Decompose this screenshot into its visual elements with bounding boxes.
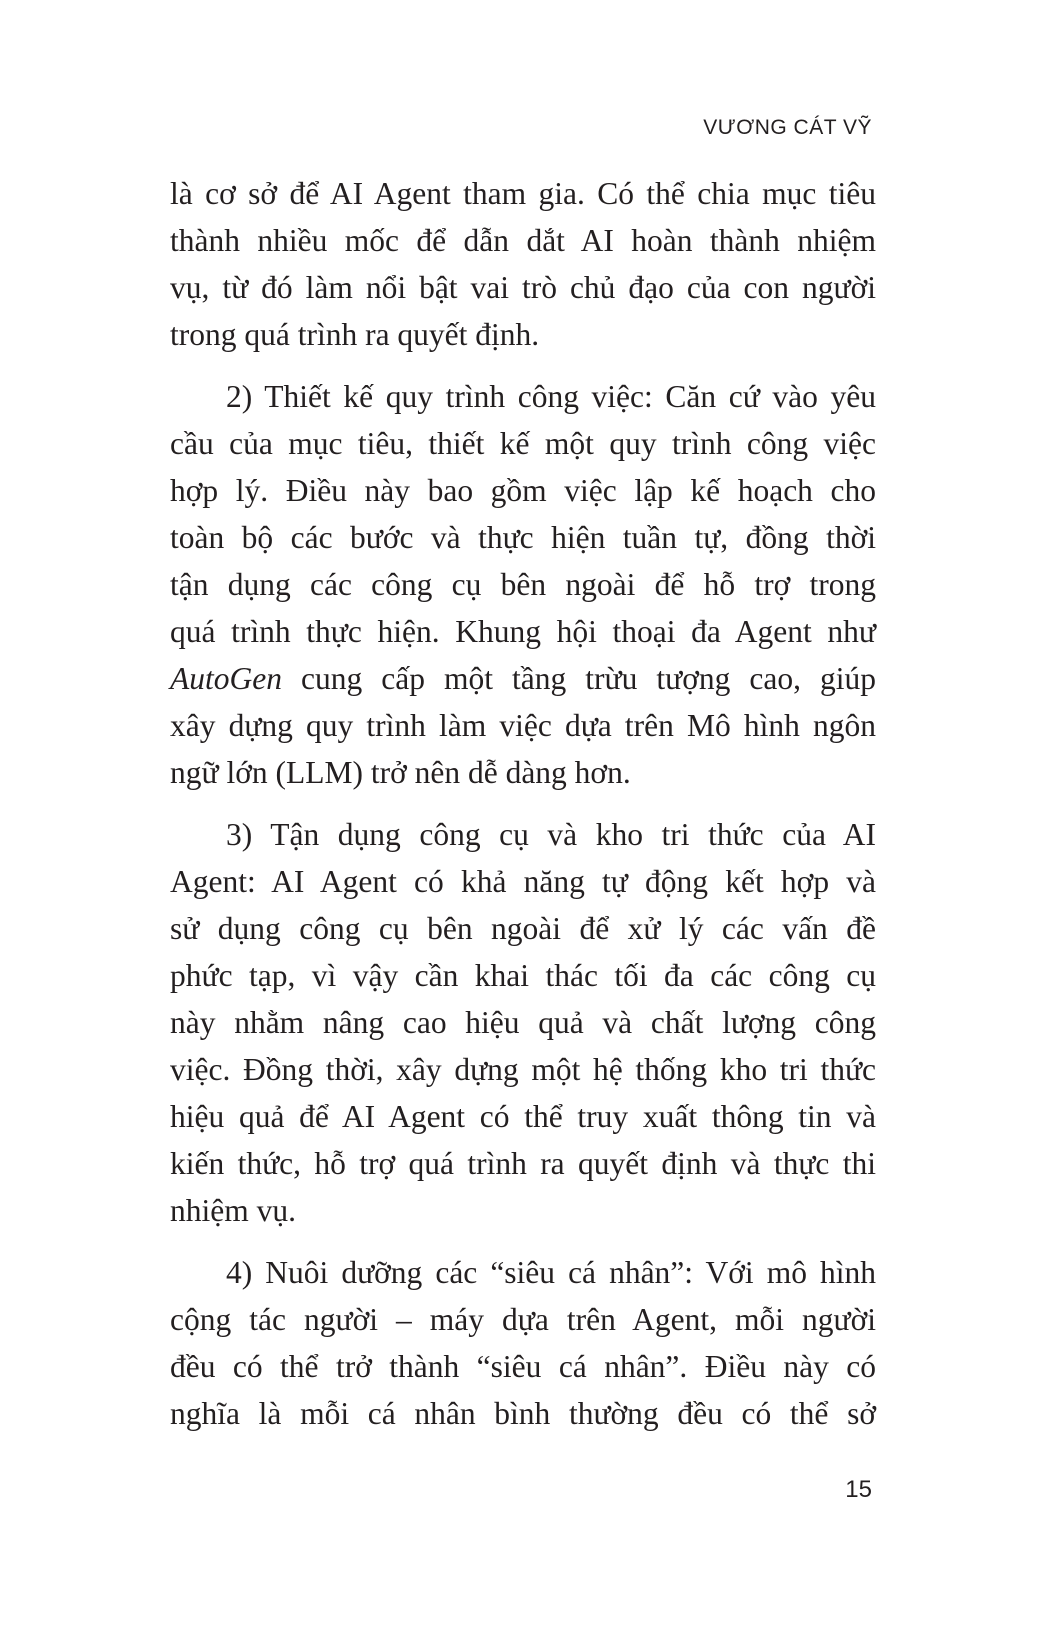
text-line: 3) Tận dụng công cụ và kho tri thức của AI <box>226 817 876 852</box>
page-number: 15 <box>845 1476 872 1503</box>
text-line: nhiệm vụ. <box>170 1193 296 1228</box>
text-line: là cơ sở để AI Agent tham gia. Có thể chia mục tiêu <box>170 176 876 211</box>
running-head-author: VƯƠNG CÁT VỸ <box>703 116 872 139</box>
text-line: hợp lý. Điều này bao gồm việc lập kế hoạch cho <box>170 473 876 508</box>
text-line: Agent: AI Agent có khả năng tự động kết hợp và <box>170 864 876 899</box>
body-text <box>170 170 876 1437</box>
text-fragment: cung cấp một tầng trừu tượng cao, giúp <box>281 661 876 696</box>
text-line: phức tạp, vì vậy cần khai thác tối đa các công cụ <box>170 958 876 993</box>
text-line: này nhằm nâng cao hiệu quả và chất lượng công <box>170 1005 876 1040</box>
text-line: nghĩa là mỗi cá nhân bình thường đều có thể sở <box>170 1396 876 1431</box>
text-line: đều có thể trở thành “siêu cá nhân”. Điều này có <box>170 1349 876 1384</box>
text-line: ngữ lớn (LLM) trở nên dễ dàng hơn. <box>170 755 631 790</box>
text-line: hiệu quả để AI Agent có thể truy xuất thông tin và <box>170 1099 876 1134</box>
text-line: 2) Thiết kế quy trình công việc: Căn cứ vào yêu <box>226 379 876 414</box>
text-line: trong quá trình ra quyết định. <box>170 317 540 352</box>
italic-term: AutoGen <box>170 661 282 696</box>
text-line: thành nhiều mốc để dẫn dắt AI hoàn thành nhiệm <box>170 223 876 258</box>
text-line: kiến thức, hỗ trợ quá trình ra quyết định và thực thi <box>170 1146 876 1181</box>
text-line-with-italic <box>170 655 876 702</box>
text-line: vụ, từ đó làm nổi bật vai trò chủ đạo của con người <box>170 270 876 305</box>
text-line: quá trình thực hiện. Khung hội thoại đa Agent như <box>170 614 876 649</box>
text-line: cộng tác người – máy dựa trên Agent, mỗi người <box>170 1302 876 1337</box>
text-line: việc. Đồng thời, xây dựng một hệ thống kho tri thức <box>170 1052 876 1087</box>
text-line: cầu của mục tiêu, thiết kế một quy trình công việc <box>170 426 876 461</box>
text-line: xây dựng quy trình làm việc dựa trên Mô hình ngôn <box>170 708 876 743</box>
text-line: sử dụng công cụ bên ngoài để xử lý các vấn đề <box>170 911 876 946</box>
text-line: toàn bộ các bước và thực hiện tuần tự, đồng thời <box>170 520 876 555</box>
text-line: tận dụng các công cụ bên ngoài để hỗ trợ trong <box>170 567 876 602</box>
text-line: 4) Nuôi dưỡng các “siêu cá nhân”: Với mô hình <box>226 1255 876 1290</box>
